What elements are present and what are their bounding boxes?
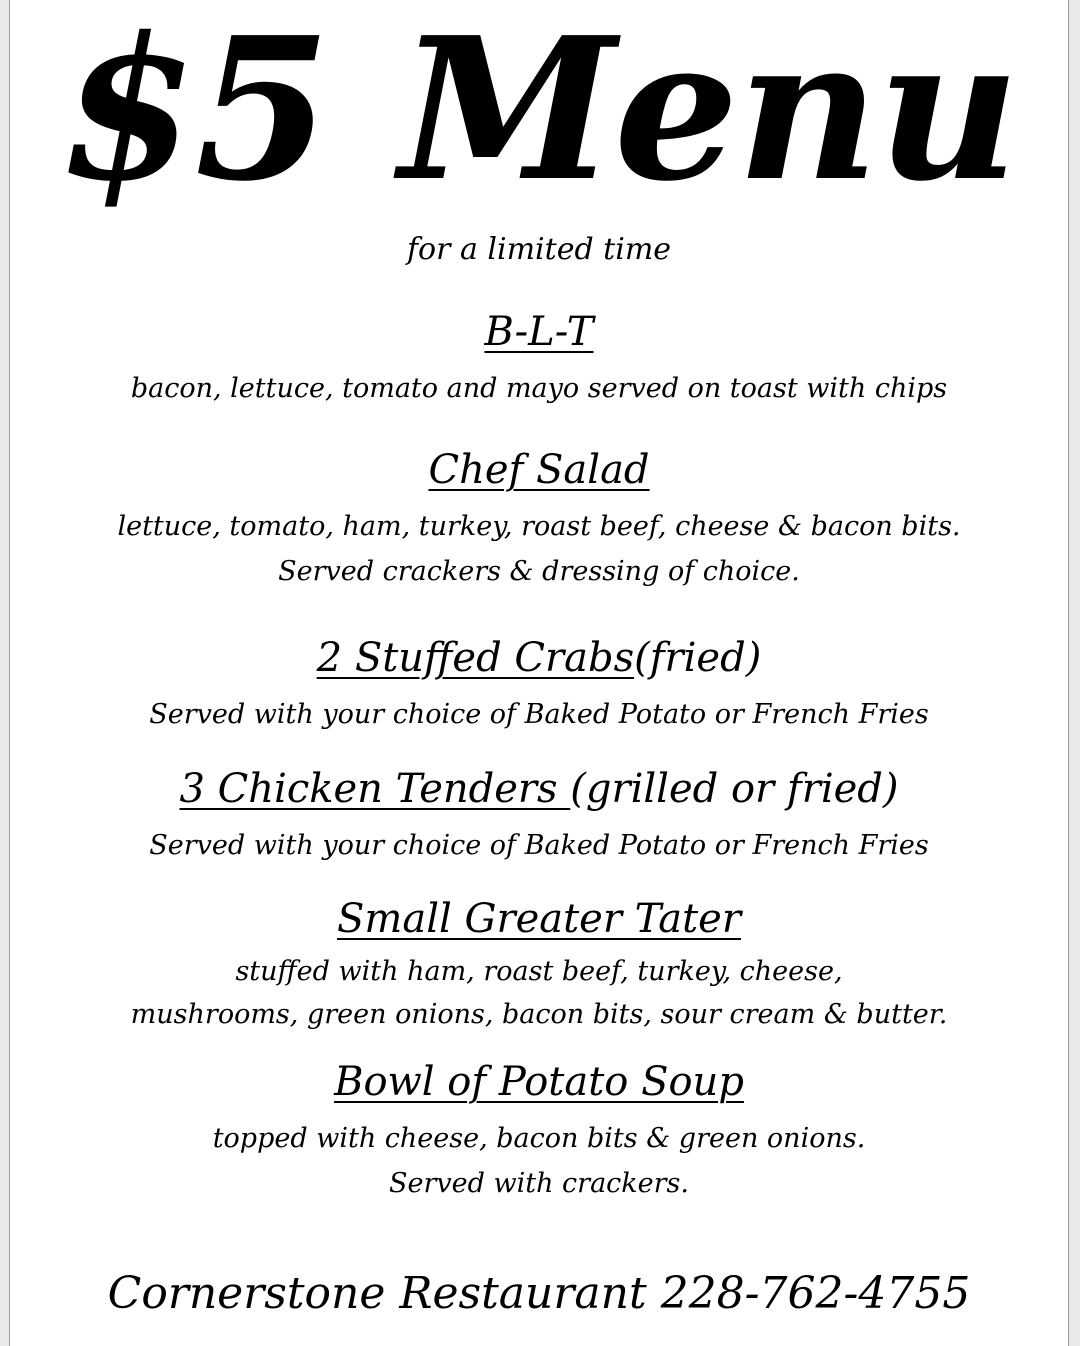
- item-name-text: Bowl of Potato Soup: [334, 1059, 744, 1105]
- menu-page: [9, 0, 1069, 1346]
- item-name-text: 3 Chicken Tenders: [179, 766, 571, 812]
- menu-item-description: Served with crackers.: [389, 1168, 689, 1199]
- restaurant-contact: Cornerstone Restaurant 228-762-4755: [107, 1268, 971, 1319]
- menu-item-description: lettuce, tomato, ham, turkey, roast beef, cheese & bacon bits.: [117, 511, 961, 542]
- item-name-text: B-L-T: [484, 309, 594, 355]
- item-name-note: (grilled or fried): [570, 766, 899, 812]
- menu-item-description: stuffed with ham, roast beef, turkey, cheese,: [235, 956, 843, 987]
- menu-item-description: Served with your choice of Baked Potato or French Fries: [149, 699, 929, 730]
- menu-item-name: [10, 1060, 1068, 1104]
- item-name-text: 2 Stuffed Crabs: [316, 635, 635, 681]
- menu-item-name: [10, 636, 1068, 680]
- menu-item-description: topped with cheese, bacon bits & green onions.: [212, 1123, 866, 1154]
- subtitle: for a limited time: [406, 232, 672, 267]
- title-word: Menu: [399, 0, 1018, 225]
- menu-item-name: [10, 448, 1068, 492]
- menu-item-name: [10, 897, 1068, 941]
- item-name-note: (fried): [634, 635, 762, 681]
- item-name-text: Chef Salad: [428, 447, 650, 493]
- menu-item-description: bacon, lettuce, tomato and mayo served on toast with chips: [130, 373, 948, 404]
- menu-item-description: mushrooms, green onions, bacon bits, sour cream & butter.: [130, 999, 948, 1030]
- menu-title: [10, 0, 1068, 225]
- menu-item-name: [10, 767, 1068, 811]
- menu-item-name: [10, 310, 1068, 354]
- menu-item-description: Served with your choice of Baked Potato or French Fries: [149, 830, 929, 861]
- title-price: $5: [60, 0, 330, 225]
- item-name-text: Small Greater Tater: [337, 896, 741, 942]
- menu-item-description: Served crackers & dressing of choice.: [278, 556, 800, 587]
